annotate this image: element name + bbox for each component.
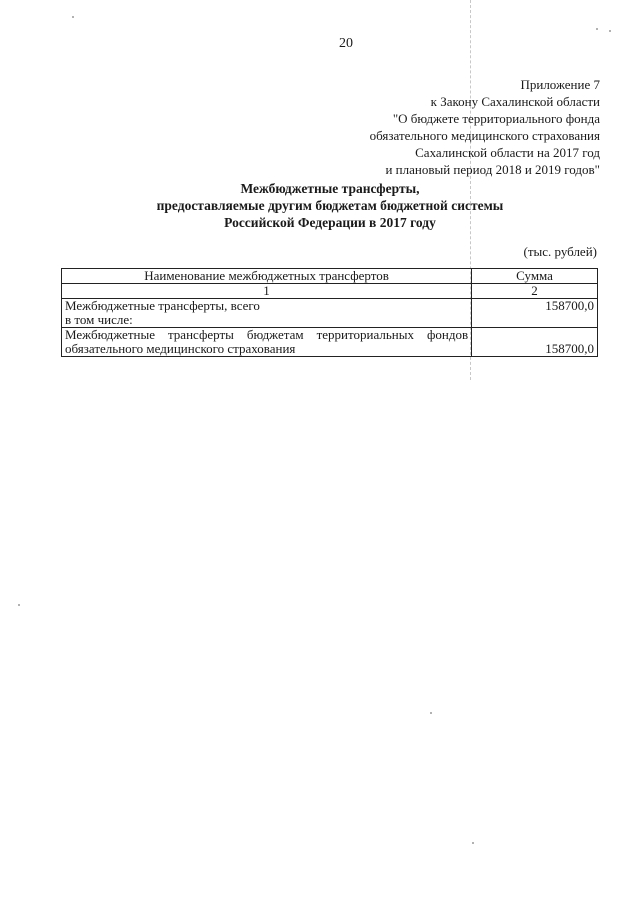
appendix-line: обязательного медицинского страхования — [369, 128, 600, 143]
units-label: (тыс. рублей) — [523, 244, 597, 259]
table-row — [62, 328, 598, 357]
row-sum: 158700,0 — [472, 328, 598, 357]
scan-speck — [18, 604, 20, 606]
table-row — [62, 299, 598, 328]
transfers-table — [61, 268, 598, 357]
appendix-line: "О бюджете территориального фонда — [392, 111, 600, 126]
header-name: Наименование межбюджетных трансфертов — [62, 269, 472, 284]
appendix-header — [370, 76, 600, 178]
appendix-line: к Закону Сахалинской области — [430, 94, 600, 109]
title-line: предоставляемые другим бюджетам бюджетной системы — [156, 198, 504, 213]
row-name-line: Межбюджетные трансферты, всего — [65, 298, 260, 313]
scan-speck — [430, 712, 432, 714]
row-name — [62, 299, 472, 328]
scan-speck — [72, 16, 74, 18]
page-number: 20 — [339, 36, 353, 51]
title-line: Российской Федерации в 2017 году — [224, 215, 436, 230]
scan-speck — [472, 842, 474, 844]
title-line: Межбюджетные трансферты, — [240, 181, 420, 196]
table-column-numbers-row — [62, 284, 598, 299]
scan-speck — [596, 28, 598, 30]
row-name: Межбюджетные трансферты бюджетам территориальных фондов обязательного медицинского страхования — [62, 328, 472, 357]
row-sum: 158700,0 — [472, 299, 598, 328]
document-title — [60, 180, 600, 231]
appendix-line: и плановый период 2018 и 2019 годов" — [385, 162, 600, 177]
table-header-row — [62, 269, 598, 284]
appendix-line: Сахалинской области на 2017 год — [415, 145, 600, 160]
appendix-line: Приложение 7 — [520, 77, 600, 92]
column-number: 2 — [472, 284, 598, 299]
row-name-line: в том числе: — [65, 312, 133, 327]
header-sum: Сумма — [472, 269, 598, 284]
column-number: 1 — [62, 284, 472, 299]
scan-speck — [609, 30, 611, 32]
